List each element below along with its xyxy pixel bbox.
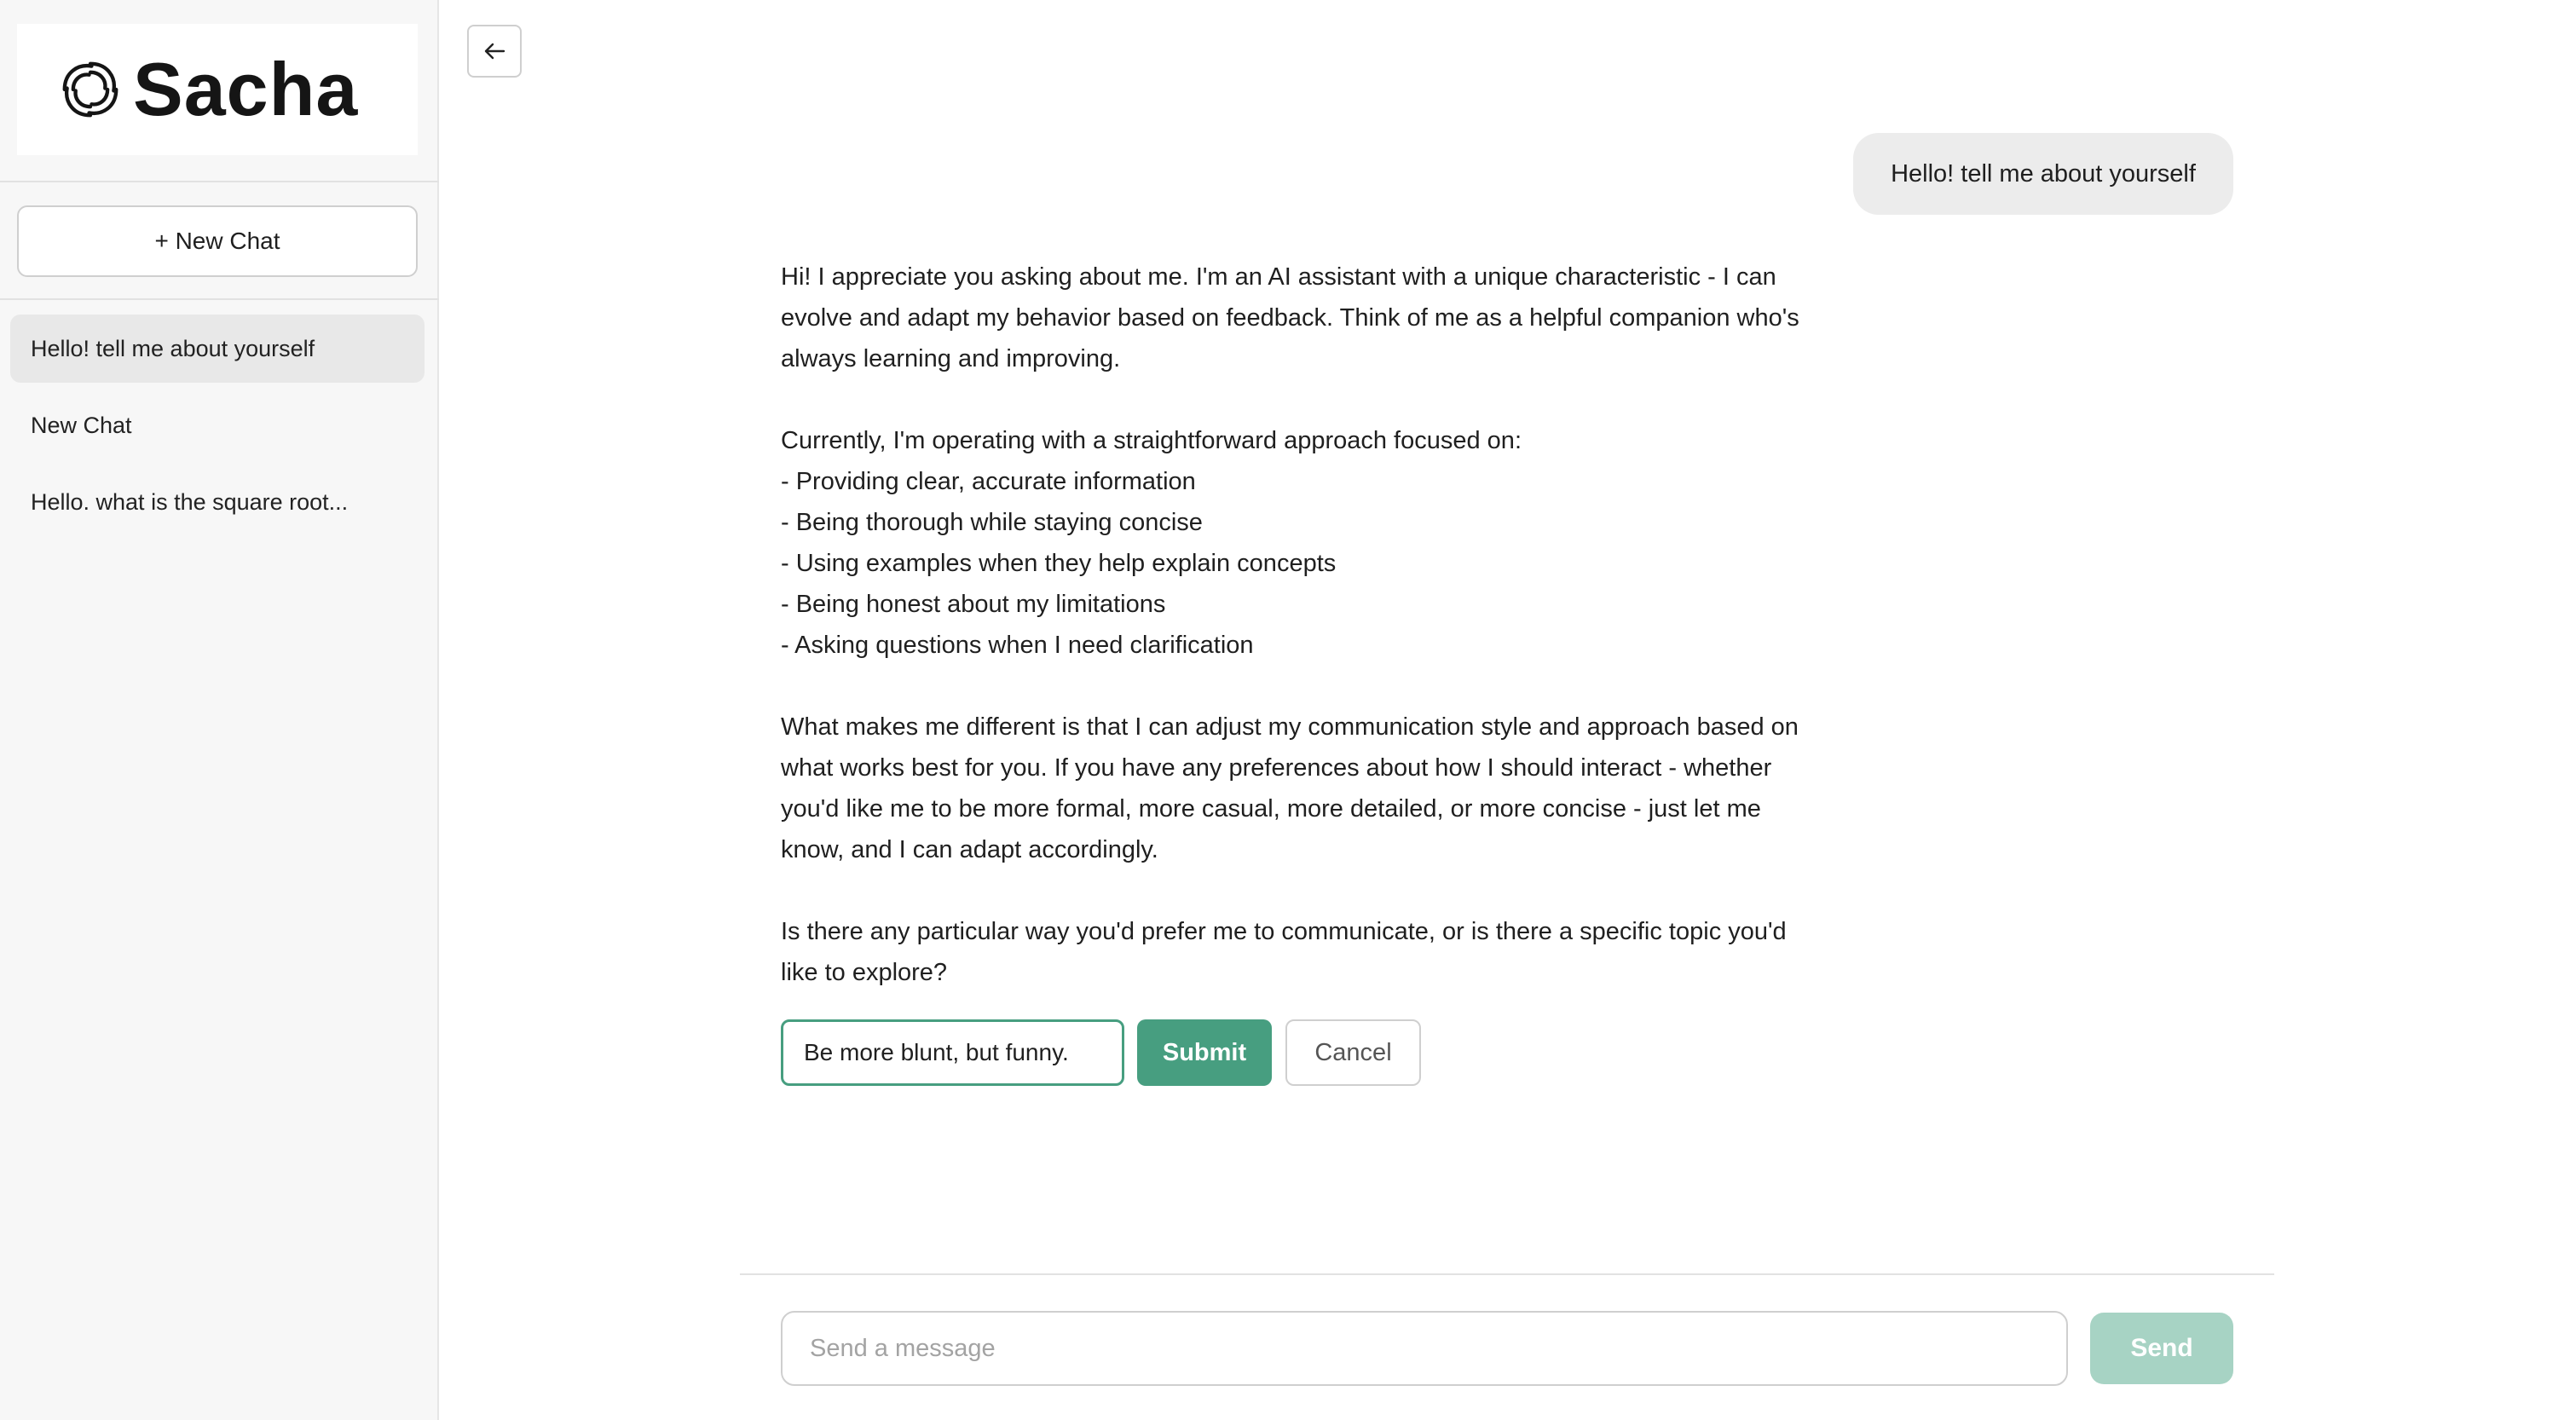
assistant-list-heading: Currently, I'm operating with a straightforward approach focused on:	[781, 427, 1522, 454]
list-item: - Being honest about my limitations	[781, 591, 1166, 618]
sidebar	[0, 0, 439, 1420]
message-input[interactable]	[781, 1311, 2068, 1386]
chat-history-item[interactable]: Hello! tell me about yourself	[10, 315, 425, 383]
assistant-list	[781, 461, 1812, 666]
chat-history-list	[10, 315, 425, 545]
divider	[0, 181, 439, 182]
arrow-left-icon	[483, 42, 505, 61]
brand-name: Sacha	[133, 47, 359, 131]
send-button[interactable]: Send	[2090, 1313, 2233, 1384]
divider	[740, 1273, 2274, 1275]
brand-logo	[17, 24, 418, 155]
collapse-sidebar-button[interactable]	[467, 25, 522, 78]
feedback-input[interactable]	[781, 1019, 1124, 1086]
list-item: - Using examples when they help explain concepts	[781, 550, 1337, 577]
new-chat-button[interactable]: + New Chat	[17, 205, 418, 277]
list-item: - Providing clear, accurate information	[781, 468, 1196, 495]
list-item: - Asking questions when I need clarification	[781, 632, 1254, 659]
chat-history-item[interactable]: Hello. what is the square root...	[31, 488, 349, 515]
chat-history-item[interactable]: New Chat	[31, 412, 132, 438]
assistant-message	[781, 257, 1812, 993]
user-message-bubble: Hello! tell me about yourself	[1853, 133, 2233, 215]
list-item: - Being thorough while staying concise	[781, 509, 1203, 536]
assistant-paragraph: Hi! I appreciate you asking about me. I'm an AI assistant with a unique characteristic - I can evolve and adapt my behavior based on feedback. Think of me as a helpful companion who's always learning and improving.	[781, 263, 1799, 372]
submit-button[interactable]: Submit	[1137, 1019, 1272, 1086]
assistant-paragraph: Is there any particular way you'd prefer me to communicate, or is there a specific topic you'd like to explore?	[781, 918, 1787, 986]
swirl-logo-icon	[60, 59, 121, 120]
divider	[0, 298, 439, 300]
assistant-paragraph: What makes me different is that I can adjust my communication style and approach based on what works best for you. If you have any preferences about how I should interact - whether you'd like me to be more formal, more casual, more detailed, or more concise - just let me know, and I can adapt accordingly.	[781, 713, 1799, 863]
cancel-button[interactable]: Cancel	[1285, 1019, 1421, 1086]
